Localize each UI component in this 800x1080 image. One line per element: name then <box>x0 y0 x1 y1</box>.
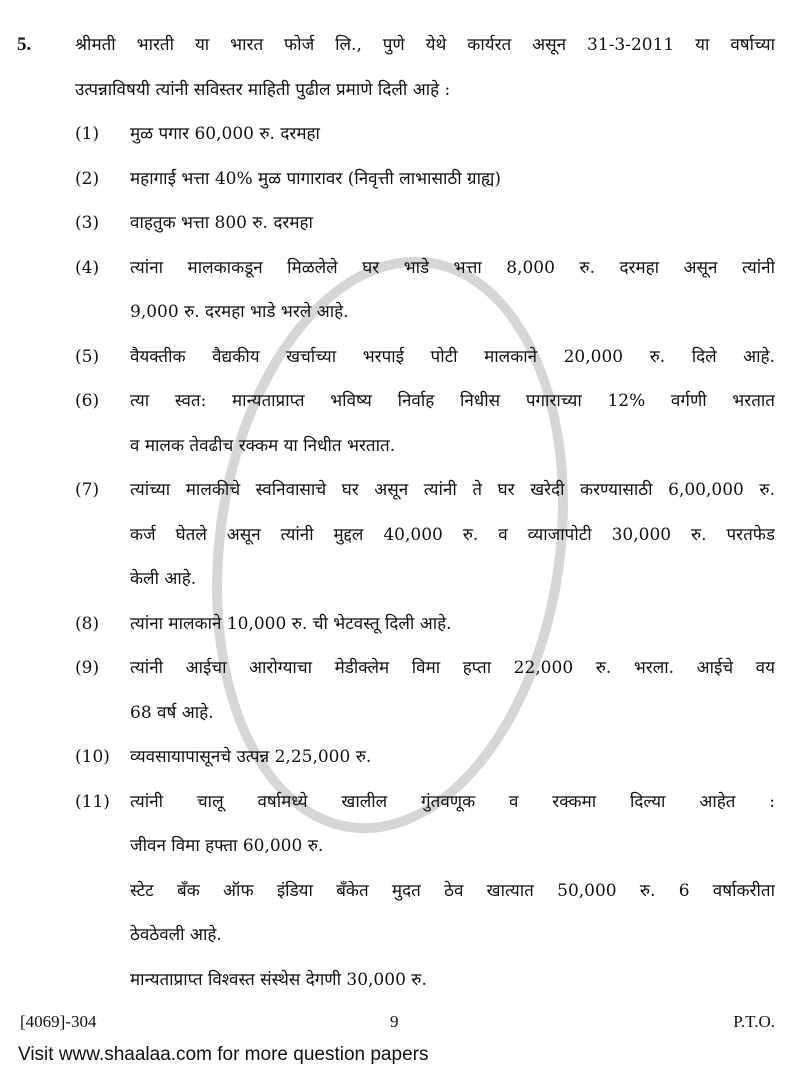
text-line <box>0 780 800 825</box>
text-line <box>0 379 800 424</box>
line-text: 9,000 रु. दरमहा भाडे भरले आहे. <box>130 302 349 322</box>
line-text: स्टेट बँक ऑफ इंडिया बँकेत मुदत ठेव खात्यात 50,000 रु. 6 वर्षाकरीता <box>130 880 775 901</box>
text-line <box>0 290 800 335</box>
text-line <box>0 201 800 246</box>
page-number: 9 <box>390 1012 399 1031</box>
text-line <box>0 157 800 202</box>
line-text: वैयक्तीक वैद्यकीय खर्चाच्या भरपाई पोटी मालकाने 20,000 रु. दिले आहे. <box>130 346 775 367</box>
line-text: कर्ज घेतले असून त्यांनी मुद्दल 40,000 रु. व व्याजापोटी 30,000 रु. परतफेड <box>130 524 775 545</box>
text-line <box>0 335 800 380</box>
line-text: वाहतुक भत्ता 800 रु. दरमहा <box>130 213 313 233</box>
line-text: त्यांना मालकाने 10,000 रु. ची भेटवस्तू दिली आहे. <box>130 613 452 634</box>
item-number: (6) <box>75 391 100 411</box>
pto-label: P.T.O. <box>733 1012 775 1031</box>
line-text: महागाई भत्ता 40% मुळ पागारावर (निवृत्ती लाभासाठी ग्राह्य) <box>130 168 502 189</box>
question-5 <box>0 23 800 1002</box>
line-text: त्यांना मालकाकडून मिळलेले घर भाडे भत्ता 8,000 रु. दरमहा असून त्यांनी <box>130 257 775 278</box>
text-line <box>0 557 800 602</box>
text-line <box>0 424 800 469</box>
item-number: (4) <box>75 257 100 278</box>
text-line <box>0 958 800 1003</box>
item-number: (11) <box>75 791 110 812</box>
item-number: (10) <box>75 747 110 767</box>
text-line <box>0 824 800 869</box>
line-text: त्यांनी चालू वर्षामध्ये खालील गुंतवणूक व रक्कमा दिल्या आहेत : <box>130 791 775 812</box>
text-line <box>0 602 800 647</box>
text-line <box>0 691 800 736</box>
line-text: त्यांनी आईचा आरोग्याचा मेडीक्लेम विमा हप्ता 22,000 रु. भरला. आईचे वय <box>130 658 775 678</box>
line-text: त्या स्वत: मान्यताप्राप्त भविष्य निर्वाह निधीस पगाराच्या 12% वर्गणी भरतात <box>130 391 775 411</box>
item-number: (1) <box>75 124 100 144</box>
text-line <box>0 112 800 157</box>
item-number: (2) <box>75 168 100 189</box>
text-line <box>0 869 800 914</box>
text-line <box>0 646 800 691</box>
paper-code: [4069]-304 <box>20 1012 97 1031</box>
line-text: मान्यताप्राप्त विश्वस्त संस्थेस देगणी 30,000 रु. <box>130 969 427 990</box>
text-line <box>0 23 800 68</box>
line-text: व मालक तेवढीच रक्कम या निधीत भरतात. <box>130 435 396 456</box>
line-text: व्यवसायापासूनचे उत्पन्न 2,25,000 रु. <box>130 747 372 767</box>
text-line <box>0 68 800 113</box>
line-text: जीवन विमा हफ्ता 60,000 रु. <box>130 836 324 856</box>
page-footer <box>0 1010 800 1076</box>
item-number: (8) <box>75 613 100 634</box>
item-number: (5) <box>75 346 100 367</box>
item-number: (9) <box>75 658 100 678</box>
visit-link[interactable]: Visit www.shaalaa.com for more question papers <box>18 1044 429 1065</box>
item-number: (3) <box>75 213 100 233</box>
line-text: 68 वर्ष आहे. <box>130 702 214 723</box>
line-text: त्यांच्या मालकीचे स्वनिवासाचे घर असून त्यांनी ते घर खरेदी करण्यासाठी 6,00,000 रु. <box>130 480 775 500</box>
text-line <box>0 513 800 558</box>
text-line <box>0 735 800 780</box>
line-text: मुळ पगार 60,000 रु. दरमहा <box>130 124 320 144</box>
text-line <box>0 468 800 513</box>
line-text: केली आहे. <box>130 569 197 589</box>
item-number: (7) <box>75 480 100 500</box>
line-text: उत्पन्नाविषयी त्यांनी सविस्तर माहिती पुढील प्रमाणे दिली आहे : <box>75 79 451 100</box>
text-line <box>0 246 800 291</box>
question-number: 5. <box>17 34 32 55</box>
line-text: श्रीमती भारती या भारत फोर्ज लि., पुणे येथे कार्यरत असून 31-3-2011 या वर्षाच्या <box>75 35 775 55</box>
text-line <box>0 913 800 958</box>
line-text: ठेवठेवली आहे. <box>130 925 222 945</box>
